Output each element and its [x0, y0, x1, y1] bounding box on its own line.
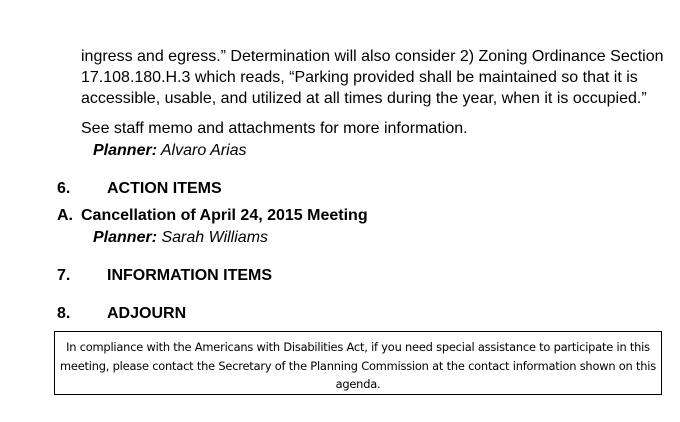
item-title: Cancellation of April 24, 2015 Meeting	[81, 207, 368, 224]
notice-line: In compliance with the Americans with Disabilities Act, if you need special assistance to participate in this	[66, 340, 650, 354]
paragraph-line: accessible, usable, and utilized at all times during the year, when it is occupied.”	[81, 90, 647, 107]
notice-line: meeting, please contact the Secretary of the Planning Commission at the contact information shown on this	[60, 358, 656, 373]
planner-line	[93, 227, 268, 248]
planner-line	[93, 140, 247, 161]
planner-label: Planner:	[93, 229, 158, 246]
section-heading-action-items	[57, 178, 222, 199]
section-heading-information-items	[57, 265, 272, 286]
notice-line: agenda.	[335, 377, 381, 391]
section-title: ADJOURN	[107, 305, 187, 322]
section-title: ACTION ITEMS	[107, 180, 222, 197]
item-description-paragraph	[81, 46, 666, 109]
section-number: 7.	[57, 267, 71, 284]
planner-label: Planner:	[93, 142, 158, 159]
section-title: INFORMATION ITEMS	[107, 267, 273, 284]
planner-name: Alvaro Arias	[160, 142, 247, 159]
ada-compliance-notice	[54, 331, 662, 395]
paragraph-line: ingress and egress.” Determination will also consider 2) Zoning Ordinance Section	[81, 48, 664, 65]
section-number: 6.	[57, 180, 71, 197]
section-number: 8.	[57, 305, 71, 322]
paragraph-line: 17.108.180.H.3 which reads, “Parking provided shall be maintained so that it is	[81, 69, 638, 86]
action-item-a	[57, 205, 368, 226]
section-heading-adjourn	[57, 303, 186, 324]
staff-memo-note: See staff memo and attachments for more information.	[81, 120, 468, 137]
planner-name: Sarah Williams	[161, 229, 269, 246]
item-letter: A.	[57, 207, 73, 224]
